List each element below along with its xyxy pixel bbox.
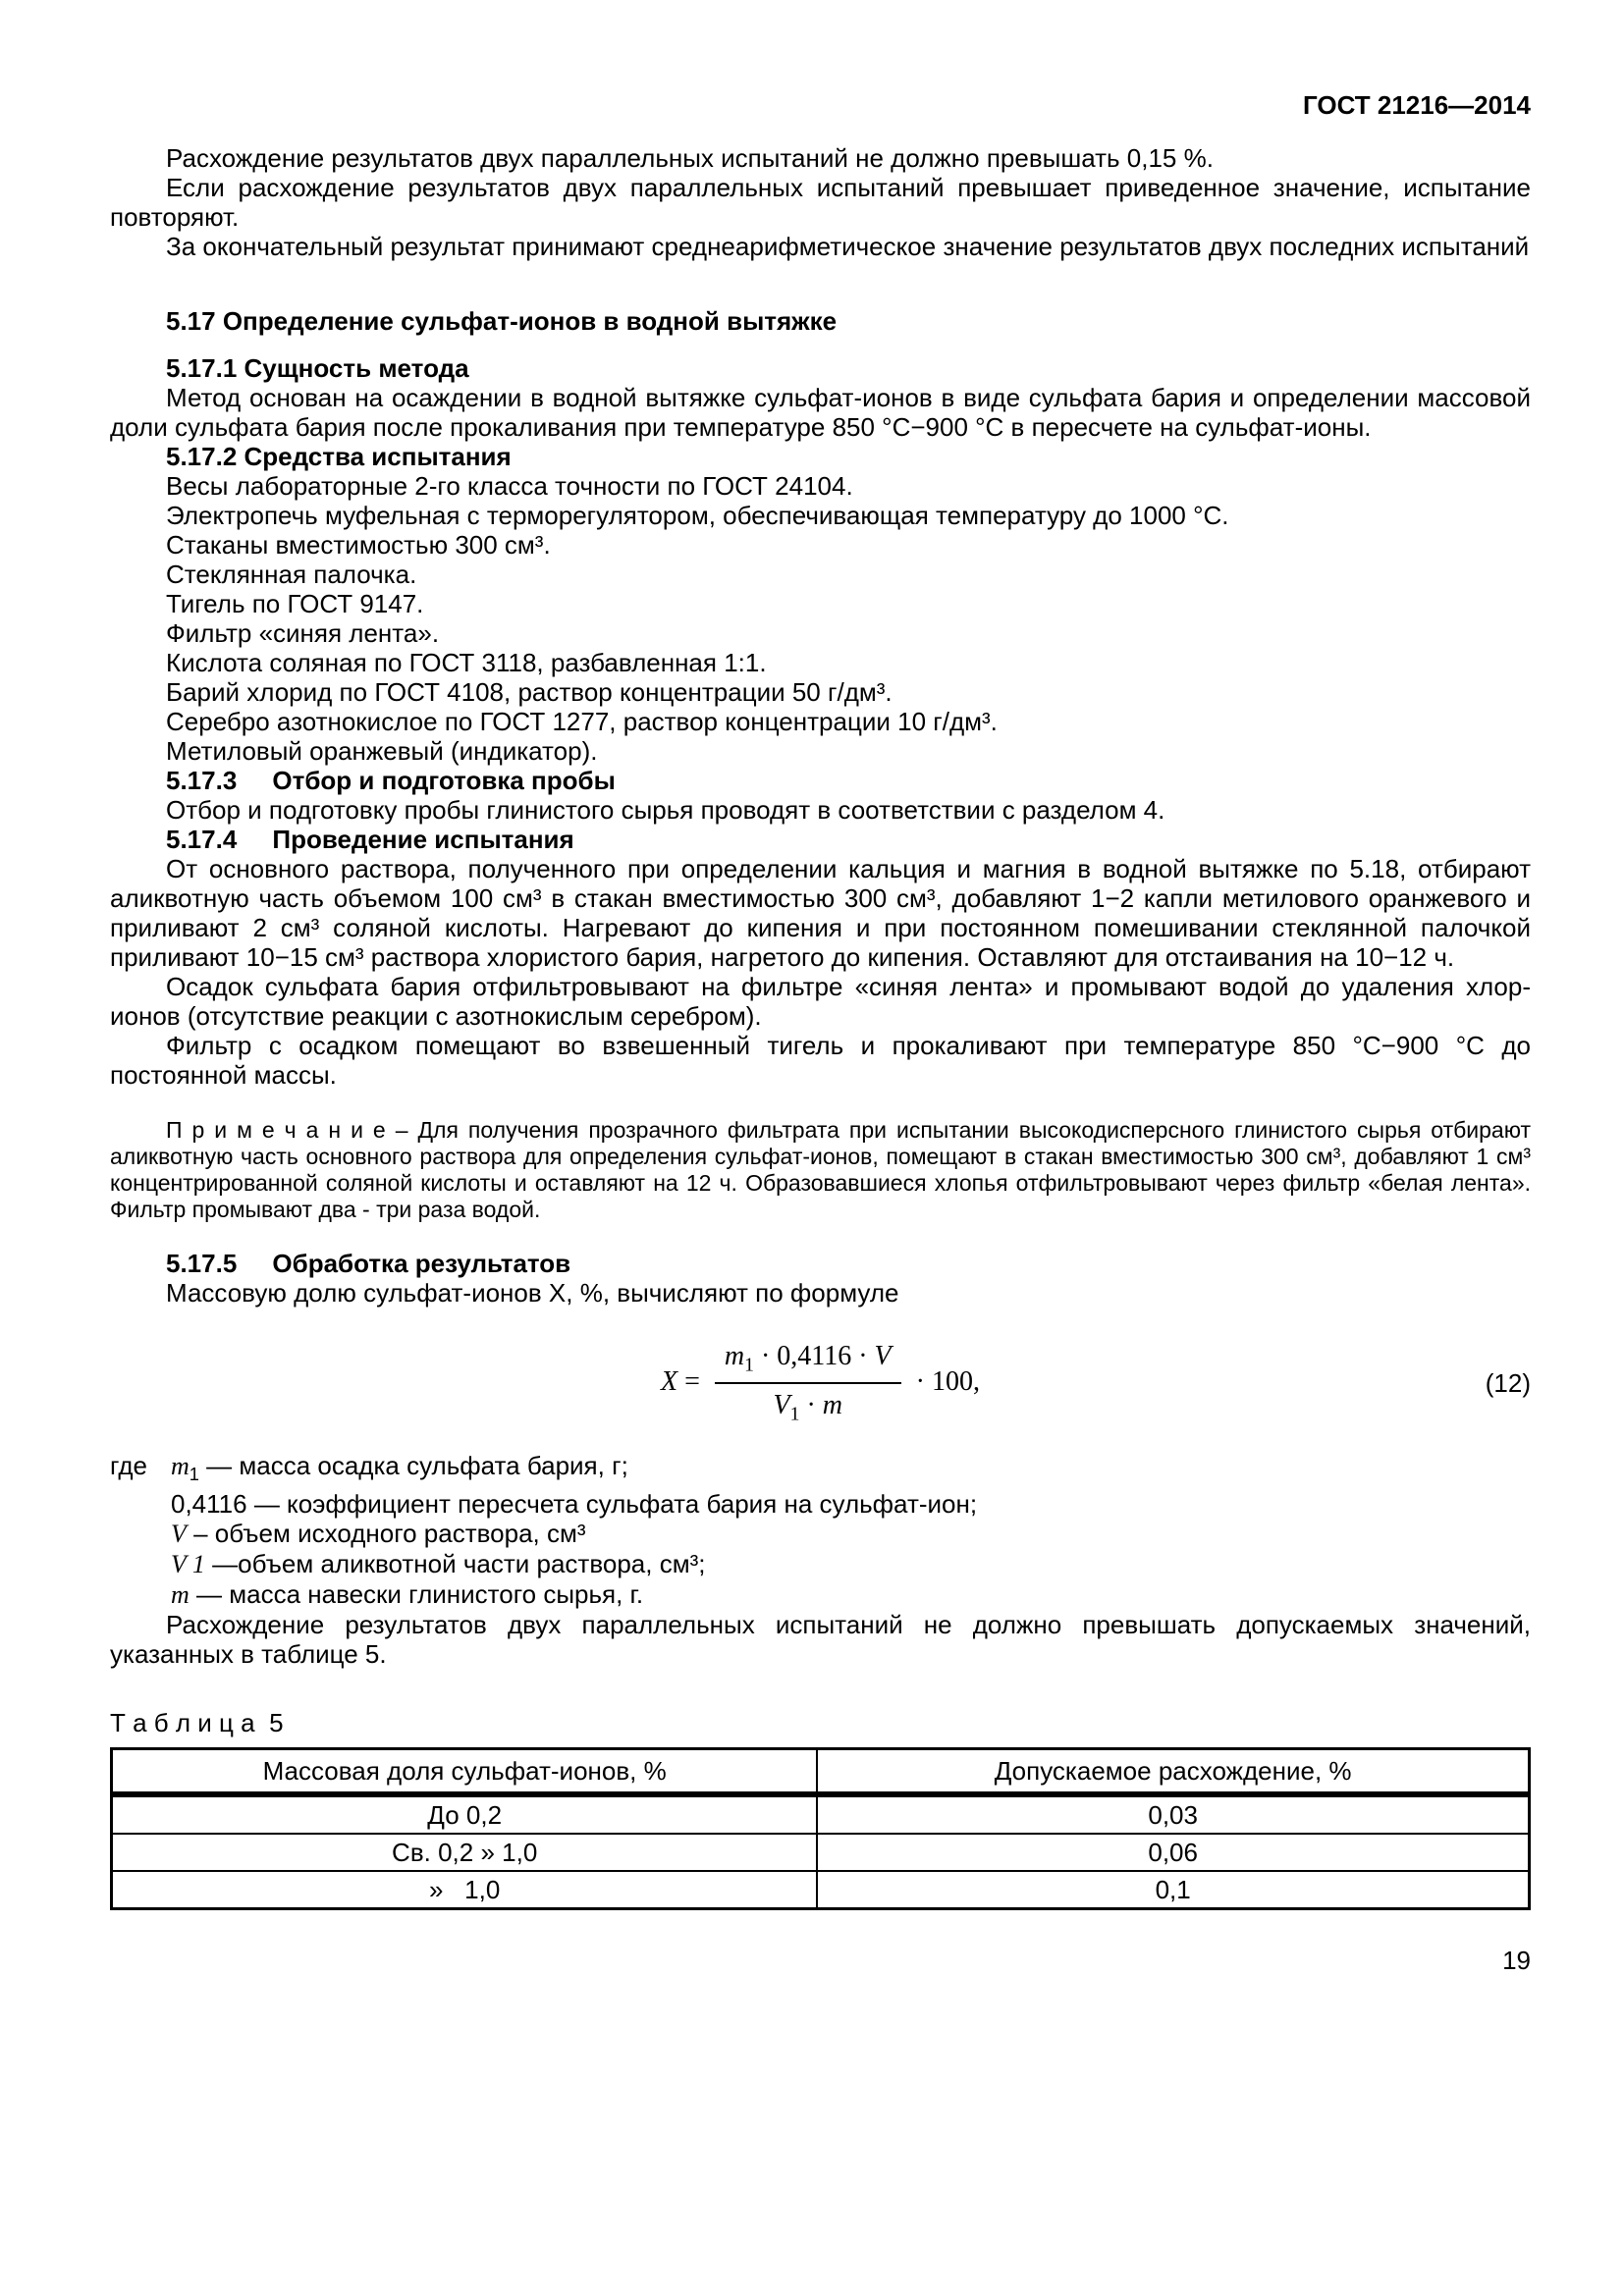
paragraph: Метод основан на осаждении в водной вытяжке сульфат-ионов в виде сульфата бария и определении массовой доли сульфата бария после прокаливания при температуре 850 °С−900 °С в пересчете на сульфат-ионы. (110, 383, 1531, 442)
table-header-row (112, 1749, 1530, 1795)
doc-code: ГОСТ 21216—2014 (1303, 90, 1531, 120)
table-cell: 0,06 (817, 1834, 1529, 1871)
legend-text: – объем исходного раствора, см³ (186, 1519, 586, 1549)
note-paragraph: П р и м е ч а н и е – Для получения прозрачного фильтрата при испытании высокодисперсного глинистого сырья отбирают аликвотную часть основного раствора для определения сульфат-ионов, помещают в стакан вместимостью 300 см³, добавляют 1 см³ концентрированной соляной кислоты и оставляют на 12 ч. Образовавшиеся хлопья отфильтровывают через фильтр «белая лента». Фильтр промывают два - три раза водой. (110, 1117, 1531, 1222)
paragraph: Осадок сульфата бария отфильтровывают на фильтре «синяя лента» и промывают водой до удаления хлор-ионов (отсутствие реакции с азотнокислым серебром). (110, 972, 1531, 1031)
formula-fraction (715, 1339, 901, 1427)
legend-line (110, 1579, 1531, 1610)
legend-text: — коэффициент пересчета сульфата бария на сульфат-ион; (246, 1489, 978, 1520)
table-cell: До 0,2 (112, 1794, 818, 1834)
table-row (112, 1834, 1530, 1871)
legend-text: — масса навески глинистого сырья, г. (189, 1579, 644, 1610)
paragraph: Кислота соляная по ГОСТ 3118, разбавленная 1:1. (166, 648, 767, 677)
formula-run: m (724, 1341, 745, 1371)
table-cell: 0,1 (817, 1871, 1529, 1909)
formula-run: · (799, 1390, 823, 1421)
table-caption: Т а б л и ц а 5 (110, 1708, 284, 1738)
table-row (112, 1794, 1530, 1834)
paragraph: Тигель по ГОСТ 9147. (166, 589, 424, 618)
table-cell: Св. 0,2 » 1,0 (112, 1834, 818, 1871)
formula-legend (110, 1451, 1531, 1610)
legend-line (110, 1519, 1531, 1549)
paragraph: Расхождение результатов двух параллельных испытаний не должно превышать допускаемых значений, указанных в таблице 5. (110, 1610, 1531, 1670)
legend-term: V (171, 1520, 187, 1549)
table-cell: » 1,0 (112, 1871, 818, 1909)
formula-run: m (822, 1390, 843, 1421)
clause-heading: 5.17.3 Отбор и подготовка пробы (166, 766, 616, 795)
table-header-cell: Допускаемое расхождение, % (817, 1749, 1529, 1795)
paragraph: Барий хлорид по ГОСТ 4108, раствор концентрации 50 г/дм³. (166, 677, 893, 707)
results-table (110, 1747, 1531, 1910)
legend-term: V 1 (171, 1550, 205, 1579)
formula-run: 1 (789, 1404, 800, 1425)
legend-text: — масса осадка сульфата бария, г; (198, 1451, 628, 1481)
paragraph: Весы лабораторные 2-го класса точности по ГОСТ 24104. (166, 471, 853, 501)
paragraph: Фильтр «синяя лента». (166, 618, 440, 648)
page-number: 19 (1502, 1946, 1531, 1976)
legend-line (110, 1451, 1531, 1489)
legend-term: m (171, 1580, 189, 1610)
paragraph: За окончательный результат принимают среднеарифметическое значение результатов двух последних испытаний (166, 232, 1530, 261)
paragraph: Если расхождение результатов двух параллельных испытаний превышает приведенное значение, испытание повторяют. (110, 173, 1531, 232)
paragraph: Массовую долю сульфат-ионов X, %, вычисляют по формуле (166, 1278, 899, 1308)
formula (110, 1339, 1531, 1427)
paragraph: Фильтр с осадком помещают во взвешенный тигель и прокаливают при температуре 850 °С−900 °С до постоянной массы. (110, 1031, 1531, 1090)
content-blocks (110, 143, 1531, 1910)
subsection-heading: 5.17.1 Сущность метода (166, 353, 469, 383)
paragraph: Серебро азотнокислое по ГОСТ 1277, раствор концентрации 10 г/дм³. (166, 707, 998, 736)
formula-run: X (661, 1365, 678, 1397)
clause-heading: 5.17.4 Проведение испытания (166, 825, 574, 854)
formula-numerator (715, 1339, 901, 1384)
table-head (112, 1749, 1530, 1795)
paragraph: Метиловый оранжевый (индикатор). (166, 736, 598, 766)
section-heading: 5.17 Определение сульфат-ионов в водной вытяжке (166, 306, 838, 336)
clause-heading: 5.17.5 Обработка результатов (166, 1249, 571, 1278)
legend-text: —объем аликвотной части раствора, см³; (204, 1549, 706, 1579)
legend-line (110, 1489, 1531, 1519)
formula-denominator (715, 1384, 901, 1427)
formula-expression (661, 1341, 980, 1425)
formula-number: (12) (1485, 1367, 1531, 1398)
paragraph: Расхождение результатов двух параллельных испытаний не должно превышать 0,15 %. (166, 143, 1214, 173)
legend-term: m (171, 1452, 189, 1481)
paragraph: Электропечь муфельная с терморегулятором, обеспечивающая температуру до 1000 °С. (166, 501, 1229, 530)
table-cell: 0,03 (817, 1794, 1529, 1834)
paragraph: Отбор и подготовку пробы глинистого сырья проводят в соответствии с разделом 4. (166, 795, 1165, 825)
legend-term: 0,4116 (171, 1489, 247, 1520)
paragraph: Стеклянная палочка. (166, 560, 417, 589)
table-header-cell: Массовая доля сульфат-ионов, % (112, 1749, 818, 1795)
paragraph: Стаканы вместимостью 300 см³. (166, 530, 551, 560)
paragraph: От основного раствора, полученного при определении кальция и магния в водной вытяжке по 5.18, отбирают аликвотную часть объемом 100 см³ в стакан вместимостью 300 см³, добавляют 1−2 капли метилового оранжевого и приливают 2 см³ соляной кислоты. Нагревают до кипения и при постоянном помешивании стеклянной палочкой приливают 10−15 см³ раствора хлористого бария, нагретого до кипения. Оставляют для отстаивания на 10−12 ч. (110, 854, 1531, 972)
formula-run: 1 (744, 1355, 754, 1376)
clause-heading: 5.17.2 Средства испытания (166, 442, 512, 471)
table-body (112, 1794, 1530, 1909)
table-row (112, 1871, 1530, 1909)
formula-run: V (773, 1390, 790, 1421)
formula-run: · 0,4116 · (753, 1341, 875, 1371)
formula-run: = (677, 1365, 707, 1397)
formula-run: V (874, 1341, 892, 1371)
legend-line (110, 1549, 1531, 1579)
legend-where-word: где (110, 1451, 147, 1481)
legend-term-subscript: 1 (189, 1465, 199, 1485)
formula-run: · 100, (908, 1365, 980, 1397)
